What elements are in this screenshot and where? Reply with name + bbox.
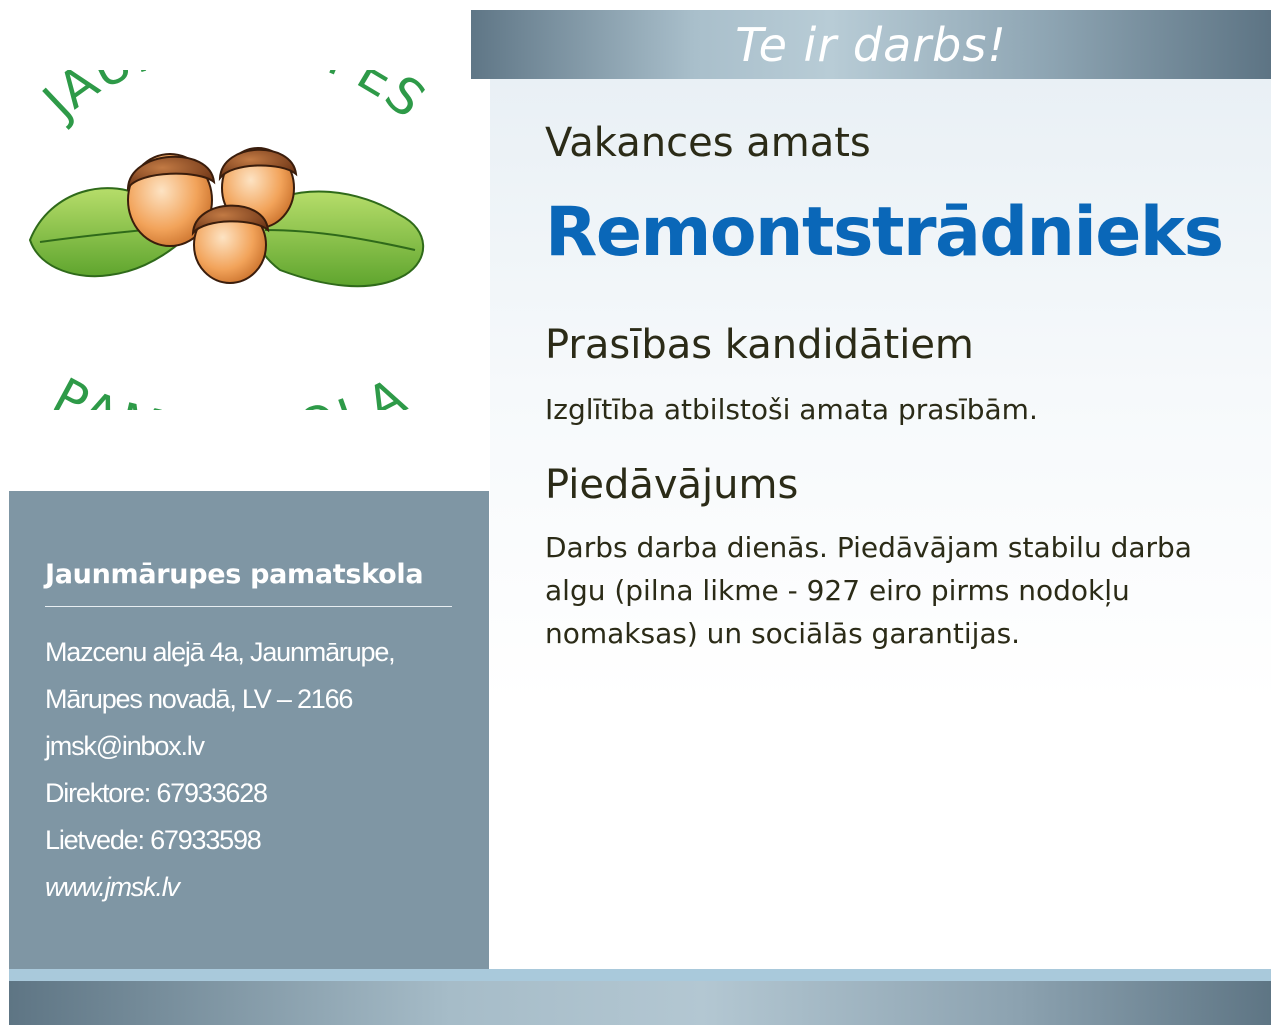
school-name: Jaunmārupes pamatskola [45,559,424,590]
footer-stripe [9,969,1271,981]
offer-text: Darbs darba dienās. Piedāvājam stabilu darba algu (pilna likme - 927 eiro pirms nodokļu nomaksas) un sociālās garantijas. [545,531,1192,650]
address-line-2: Mārupes novadā, LV – 2166 [45,684,353,714]
school-logo [0,70,470,410]
svg-text:JAUNMĀRUPES [30,70,437,132]
acorns-oak-leaves-icon [0,70,470,410]
clerk-phone: Lietvede: 67933598 [45,825,261,855]
footer-bar [9,981,1271,1025]
panel-divider [45,606,452,607]
website-text: www.jmsk.lv [45,872,179,902]
header-title: Te ir darbs! [735,17,1007,72]
contact-panel [9,491,489,969]
job-title: Remontstrādnieks [545,193,1223,272]
contact-list [45,629,394,911]
vacancy-subtitle: Vakances amats [545,120,871,166]
email-text: jmsk@inbox.lv [45,731,204,761]
requirements-text: Izglītība atbilstoši amata prasībām. [545,393,1038,426]
logo-text-bottom: P A [43,366,416,410]
logo-text-top: JA ES [32,70,437,130]
requirements-heading: Prasības kandidātiem [545,322,974,368]
svg-text:PAMATSKOLA [44,367,416,410]
address-line-1: Mazcenu alejā 4a, Jaunmārupe, [45,637,395,667]
director-phone: Direktore: 67933628 [45,778,267,808]
header-banner [471,10,1271,79]
offer-heading: Piedāvājums [545,462,799,508]
